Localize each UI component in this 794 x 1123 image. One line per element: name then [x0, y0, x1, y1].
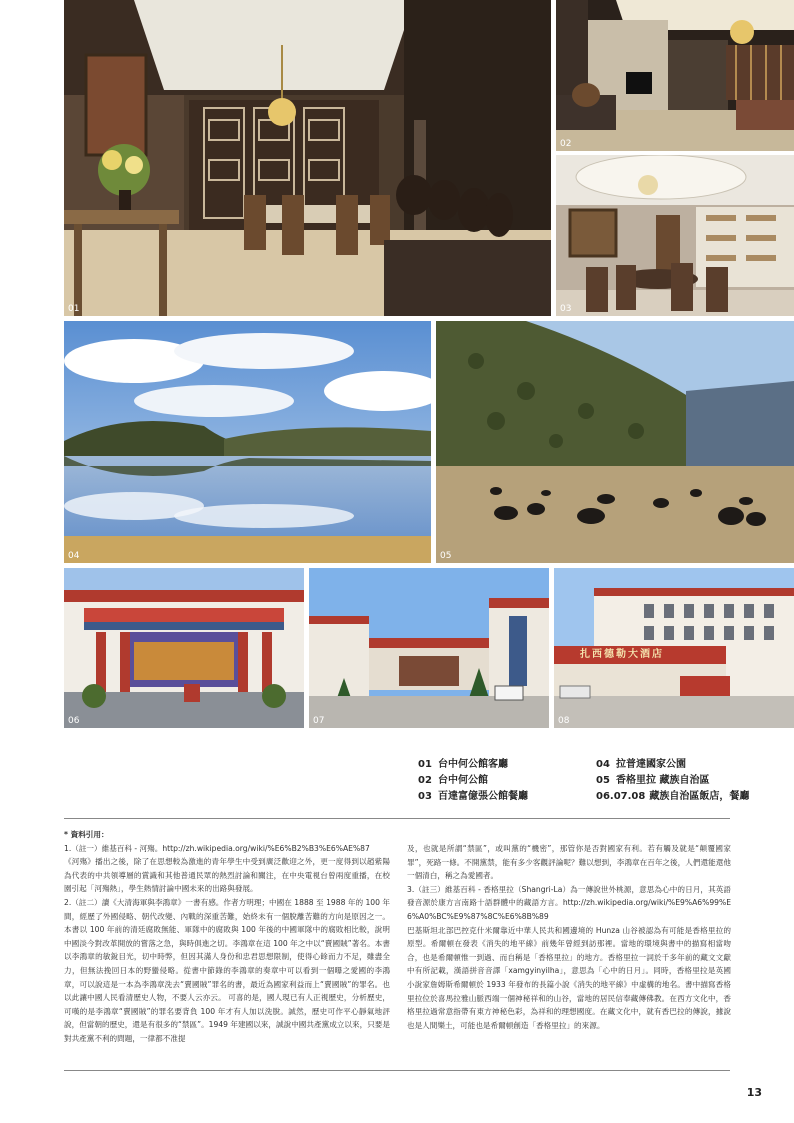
caption-list-left [418, 757, 528, 805]
caption-item [418, 757, 528, 773]
caption-number: 04 [596, 759, 610, 770]
photo-dining-hall [556, 155, 794, 316]
photo-living-room-art [556, 0, 794, 151]
photo-hotel-front-art [309, 568, 549, 728]
caption-number: 03 [418, 791, 432, 802]
photo-lake [64, 321, 431, 563]
caption-item [596, 789, 749, 805]
photo-number: 06 [68, 716, 80, 726]
caption-text: 拉普達國家公園 [616, 759, 686, 770]
caption-number: 01 [418, 759, 432, 770]
caption-text: 百達富億張公館餐廳 [438, 791, 528, 802]
photo-dining-hall-art [556, 155, 794, 316]
photo-number: 02 [560, 139, 572, 149]
page-number: 13 [746, 1086, 762, 1099]
top-divider [64, 818, 730, 819]
caption-text: 台中何公館客廳 [438, 759, 508, 770]
caption-text: 藏族自治區飯店，餐廳 [649, 791, 750, 802]
photo-lake-art [64, 321, 431, 563]
caption-number: 02 [418, 775, 432, 786]
note-paragraph: 及，也就是所謂“禁區”，或叫黨的“機密”，那管你是否對國家有利。若有觸及就是“顛覆國家罪”，死路一條。不開黨禁，能有多少客觀評論呢？難以想到，李鴻章在百年之後，人們還能還他一個清白，稱之為愛國者。 [407, 844, 731, 881]
notes-column-right [407, 842, 731, 1032]
photo-grassland-yaks-art [436, 321, 794, 563]
photo-number: 08 [558, 716, 570, 726]
photo-number: 03 [560, 304, 572, 314]
bottom-divider [64, 1070, 730, 1071]
note-paragraph: 《河殤》播出之後，除了在思想較為激進的青年學生中受到廣泛歡迎之外，更一度得到以趙紫陽為代表的中共領導層的賞識和其他普通民眾的熱烈討論和關注，在中央電視台曾兩度重播，在校園引起「河殤熱」，學生熱情討論中國未來的出路與發展。 [64, 857, 390, 894]
note-paragraph: 1.（註一）維基百科 - 河殤。http://zh.wikipedia.org/wiki/%E6%B2%B3%E6%AE%87 [64, 843, 370, 853]
caption-item [418, 789, 528, 805]
photo-grassland-yaks [436, 321, 794, 563]
caption-text: 台中何公館 [438, 775, 488, 786]
photo-hotel-front [309, 568, 549, 728]
note-paragraph: 2.（註二）讀《大清海軍與李鴻章》一書有感。作者方明理；中國在 1888 至 1988 年的 100 年間，經歷了外國侵略、朝代改變、內戰的深重苦難，始終未有一個脫離苦難的方向是原因之一。本書以 100 年前的清廷腐敗無能、軍隊中的腐敗與 100 年後的中國軍隊中的腐敗相比較，說明中國淡今對改革開放的嘗落之急，與時俱進之切。李鴻章在這 100 年之中以“賣國賊”著名。本書以李鴻章的敏銳目光，切中時弊，但因其滿人身份和忠君思想限制，使得心餘而力不足，雖盡全力，但無法挽回日本的野蠻侵略。從書中節錄的李鴻章的奏章中可以看到一個曝之愛國的李鴻章，可以說這是一本為李鴻章洗去“賣國賊”罪名的書，最近為國家利益而上“賣國賊”的罪名。也以此讓中國人民看清歷史人物，不要人云亦云。 可喜的是，國人現已有人正視歷史，分析歷史，可嘆的是李鴻章“賣國賊”的罪名要背負 100 年才有人加以洗脫。誠然，歷史可作平心靜氣地評說，但當朝的歷史，還是有很多的“禁區”。1949 年建國以來，誠說中國共產黨成立以來，只要是對共產黨不利的問題，一律都不准提 [64, 897, 390, 1043]
caption-item [596, 773, 749, 789]
caption-item [596, 757, 749, 773]
caption-number: 05 [596, 775, 610, 786]
note-paragraph: 巴基斯坦北部巴控克什米爾靠近中華人民共和國邊境的 Hunza 山谷被認為有可能是香格里拉的原型。希爾頓在發表《消失的地平線》前幾年曾經到訪那裡。當地的環境與書中的描寫相當吻合，也是希爾頓惟一到過、而自稱是「香格里拉」的地方。香格里拉一詞於千多年前的藏文文獻中有所記載，漢語拼音音譯「xamgyinyilha」，意思為「心中的日月」。同時，香格里拉是英國小說家詹姆斯希爾頓於 1933 年發布的長篇小說《消失的地平線》中虛構的地名。書中描寫香格里拉位於喜馬拉雅山脈西端一個神秘祥和的山谷，當地的居民信奉藏傳佛教。在西方文化中，香格里拉過常意指帶有東方神秘色彩，為祥和的理想國度。在藏文化中，就有香巴拉的傳說，據說也是人間樂土，可能也是希爾頓創造「香格里拉」的來源。 [407, 925, 731, 1030]
photo-temple-entrance-art [64, 568, 304, 728]
photo-number: 05 [440, 551, 452, 561]
photo-number: 07 [313, 716, 325, 726]
hotel-sign-text: 扎西德勒大酒店 [580, 649, 664, 660]
caption-list-right [596, 757, 749, 805]
photo-temple-entrance [64, 568, 304, 728]
photo-dining-room [64, 0, 551, 316]
caption-text: 香格里拉 藏族自治區 [616, 775, 710, 786]
caption-number: 06.07.08 [596, 791, 646, 802]
photo-dining-room-art [64, 0, 551, 316]
photo-living-room [556, 0, 794, 151]
notes-column-left [64, 828, 390, 1046]
notes-heading: * 資料引用： [64, 830, 109, 839]
note-paragraph: 3.（註三）維基百科 - 香格里拉（Shangri-La）為一傳說世外桃源，意思為心中的日月，其英語發音源於康方言南路十語群體中的藏語方言。http://zh.wikipedia.org/wiki/%E9%A6%99%E6%A0%BC%E9%87%8C%E6%8B%89 [407, 884, 731, 921]
photo-number: 01 [68, 304, 80, 314]
photo-hotel-sign [554, 568, 794, 728]
caption-item [418, 773, 528, 789]
photo-number: 04 [68, 551, 80, 561]
